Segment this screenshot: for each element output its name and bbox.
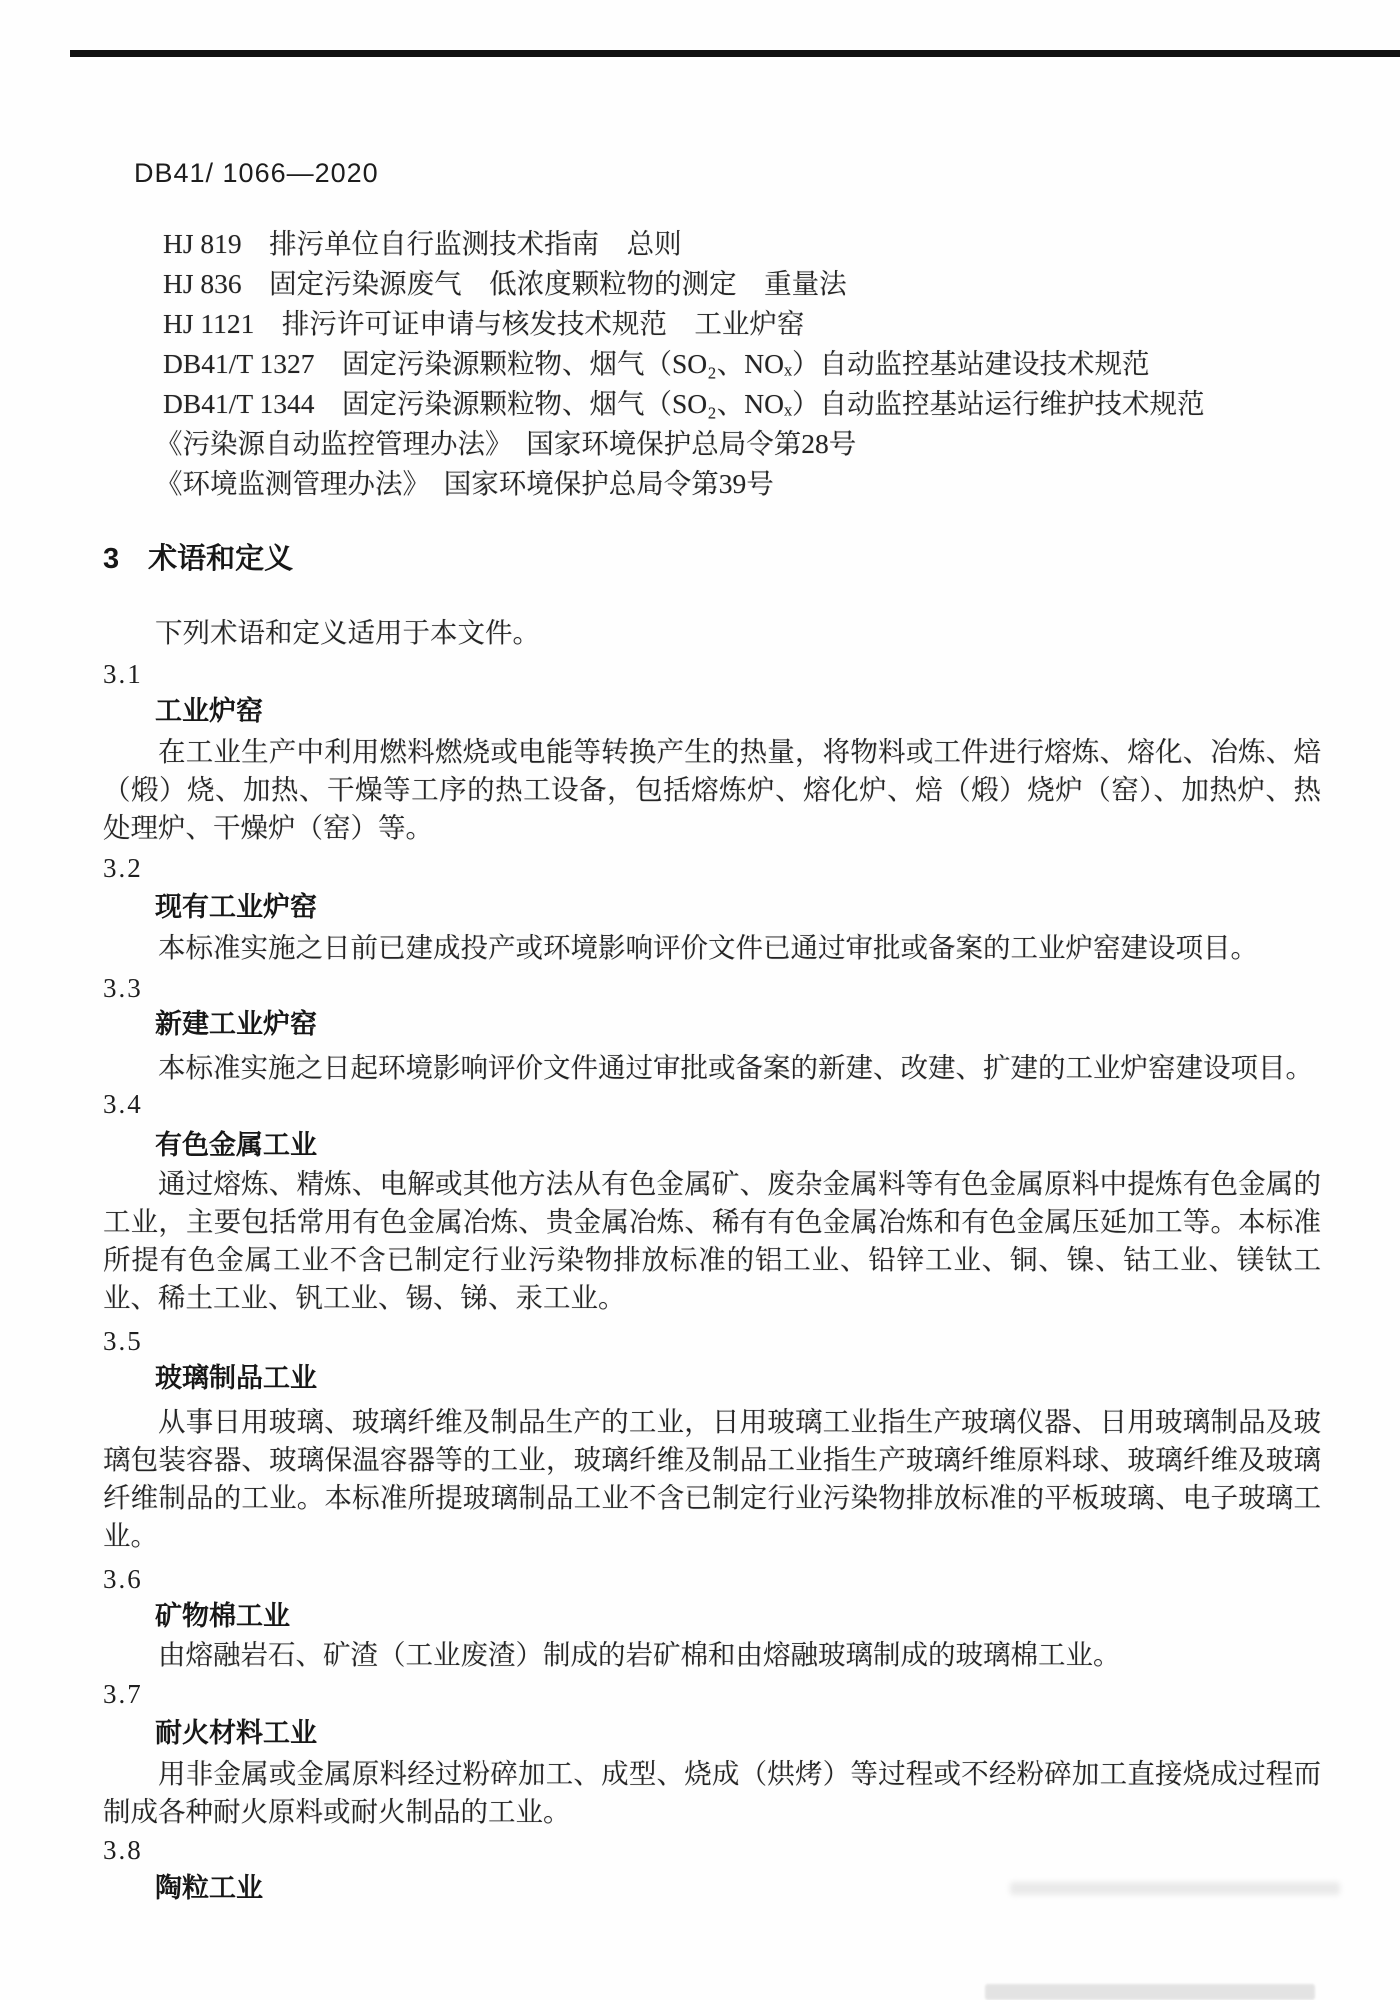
term-definition: 从事日用玻璃、玻璃纤维及制品生产的工业，日用玻璃工业指生产玻璃仪器、日用玻璃制品及玻璃包装容器、玻璃保温容器等的工业，玻璃纤维及制品工业指生产玻璃纤维原料球、玻璃纤维及玻璃纤维制品的工业。本标准所提玻璃制品工业不含已制定行业污染物排放标准的平板玻璃、电子玻璃工业。 (103, 1406, 1321, 1551)
reference-item: HJ 819 排污单位自行监测技术指南 总则 (163, 228, 682, 259)
term-number: 3.4 (103, 1089, 143, 1119)
term-definition: 本标准实施之日起环境影响评价文件通过审批或备案的新建、改建、扩建的工业炉窑建设项目。 (158, 1052, 1313, 1083)
top-rule (70, 50, 1400, 57)
section-heading: 3 术语和定义 (103, 543, 294, 575)
term-number: 3.1 (103, 659, 143, 689)
reference-item: DB41/T 1344 固定污染源颗粒物、烟气（SO₂、NOₓ）自动监控基站运行维护技术规范 (163, 388, 1205, 419)
term-definition: 本标准实施之日前已建成投产或环境影响评价文件已通过审批或备案的工业炉窑建设项目。 (158, 932, 1258, 963)
term-number: 3.8 (103, 1835, 143, 1865)
reference-item: HJ 836 固定污染源废气 低浓度颗粒物的测定 重量法 (163, 268, 847, 299)
term-title: 现有工业炉窑 (155, 892, 317, 922)
term-title: 陶粒工业 (155, 1873, 263, 1903)
reference-item: HJ 1121 排污许可证申请与核发技术规范 工业炉窑 (163, 308, 805, 339)
term-number: 3.5 (103, 1326, 143, 1356)
scan-edge-band (985, 1984, 1315, 2000)
term-title: 玻璃制品工业 (155, 1363, 317, 1393)
term-number: 3.7 (103, 1679, 143, 1709)
reference-item: 《环境监测管理办法》 国家环境保护总局令第39号 (155, 468, 774, 499)
term-number: 3.6 (103, 1564, 143, 1594)
term-definition: 在工业生产中利用燃料燃烧或电能等转换产生的热量，将物料或工件进行熔炼、熔化、冶炼、焙（煅）烧、加热、干燥等工序的热工设备，包括熔炼炉、熔化炉、焙（煅）烧炉（窑）、加热炉、热处理炉、干燥炉（窑）等。 (103, 736, 1321, 843)
term-definition: 由熔融岩石、矿渣（工业废渣）制成的岩矿棉和由熔融玻璃制成的玻璃棉工业。 (158, 1639, 1121, 1670)
term-title: 有色金属工业 (155, 1130, 317, 1160)
term-title: 工业炉窑 (155, 696, 263, 726)
term-title: 矿物棉工业 (155, 1601, 290, 1631)
term-title: 新建工业炉窑 (155, 1009, 317, 1039)
doc-code: DB41/ 1066—2020 (134, 158, 379, 188)
reference-list (155, 224, 1205, 504)
term-title: 耐火材料工业 (155, 1718, 317, 1748)
term-number: 3.2 (103, 853, 143, 883)
term-definition: 用非金属或金属原料经过粉碎加工、成型、烧成（烘烤）等过程或不经粉碎加工直接烧成过程而制成各种耐火原料或耐火制品的工业。 (103, 1758, 1321, 1827)
term-definition: 通过熔炼、精炼、电解或其他方法从有色金属矿、废杂金属料等有色金属原料中提炼有色金属的工业，主要包括常用有色金属冶炼、贵金属冶炼、稀有有色金属冶炼和有色金属压延加工等。本标准所提有色金属工业不含已制定行业污染物排放标准的铝工业、铅锌工业、铜、镍、钴工业、镁钛工业、稀土工业、钒工业、锡、锑、汞工业。 (103, 1168, 1321, 1313)
reference-item: 《污染源自动监控管理办法》 国家环境保护总局令第28号 (155, 428, 857, 459)
terms-intro: 下列术语和定义适用于本文件。 (155, 617, 540, 648)
term-number: 3.3 (103, 973, 143, 1003)
reference-item: DB41/T 1327 固定污染源颗粒物、烟气（SO₂、NOₓ）自动监控基站建设技术规范 (163, 348, 1150, 379)
scan-smudge (1010, 1882, 1340, 1895)
